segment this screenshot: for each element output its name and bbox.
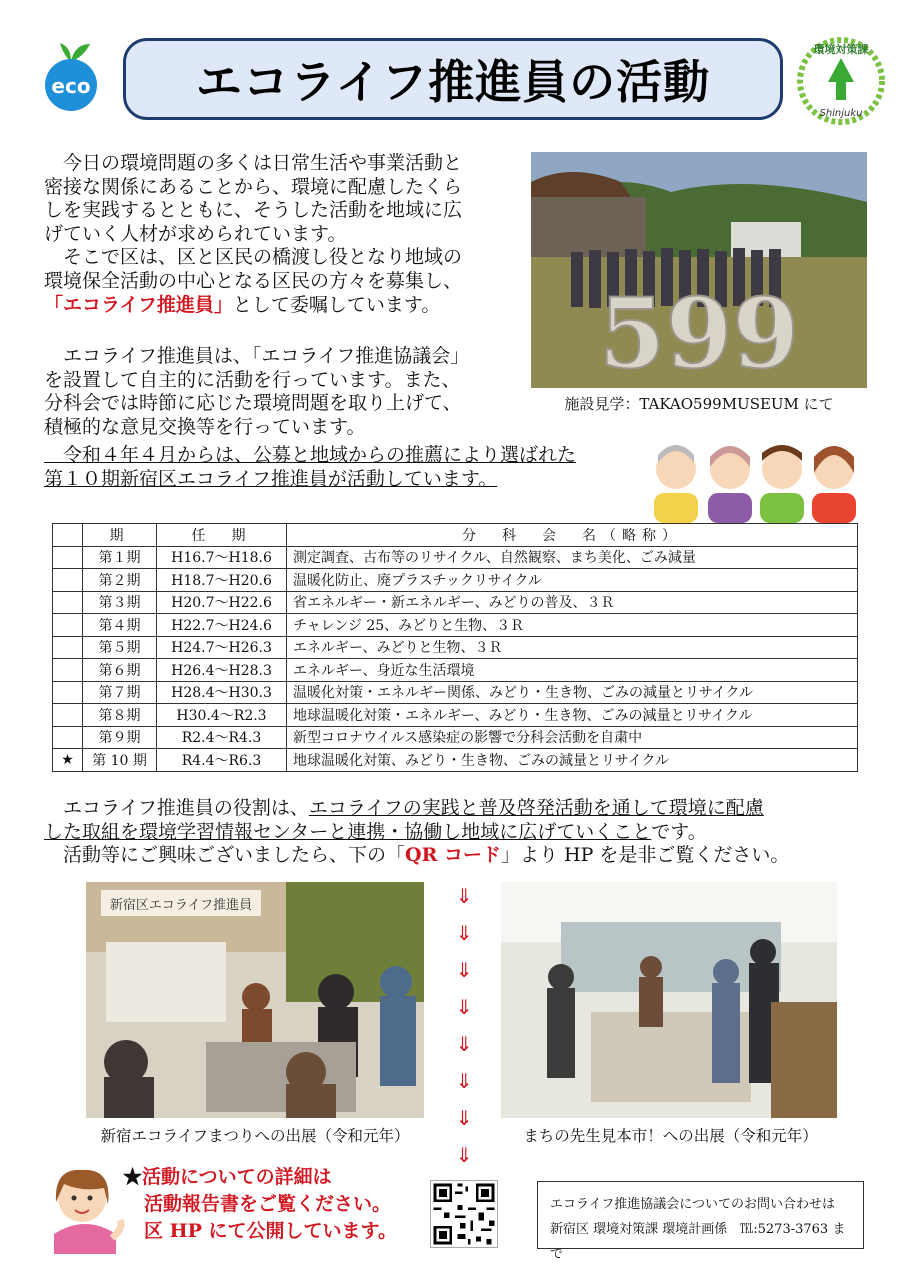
- ecolife-festival-photo: [86, 882, 424, 1118]
- arrow-down-icon: ⇓: [455, 921, 473, 945]
- museum-sign: 599: [598, 277, 800, 388]
- contact-line1: エコライフ推進協議会についてのお問い合わせは: [550, 1197, 835, 1212]
- arrow-down-icon: ⇓: [455, 958, 473, 982]
- arrow-down-icon: ⇓: [455, 1069, 473, 1093]
- festival-caption: 新宿エコライフまつりへの出展（令和元年）: [100, 1127, 410, 1145]
- highlight-ecolife: 「エコライフ推進員」: [44, 293, 233, 316]
- arrow-column: [452, 884, 476, 1180]
- current-star-mark: ★: [53, 749, 83, 772]
- contact-box: [537, 1181, 864, 1262]
- fair-caption: まちの先生見本市！への出展（令和元年）: [523, 1127, 818, 1145]
- arrow-down-icon: ⇓: [455, 1032, 473, 1056]
- arrow-down-icon: ⇓: [455, 1106, 473, 1130]
- table-row: 第７期 H28.4〜H30.3 温暖化対策・エネルギー関係、みどり・生き物、ごみの減量とリサイクル: [53, 681, 858, 704]
- title-banner: [123, 38, 783, 120]
- qr-code[interactable]: [430, 1180, 498, 1248]
- table-row: 第１期 H16.7〜H18.6 測定調査、古布等のリサイクル、自然観察、まち美化、ごみ減量: [53, 546, 858, 569]
- table-row: 第８期 H30.4〜R2.3 地球温暖化対策・エネルギー、みどり・生き物、ごみの減量とリサイクル: [53, 704, 858, 727]
- eco-logo-text: eco: [51, 74, 91, 98]
- arrow-down-icon: ⇓: [455, 884, 473, 908]
- contact-line2: 新宿区 環境対策課 環境計画係 ℡:5273-3763 まで: [550, 1222, 846, 1262]
- header-mark: [53, 524, 83, 547]
- dept-logo-text: 環境対策課: [813, 43, 869, 56]
- people-illustration: [650, 435, 860, 523]
- page-title: エコライフ推進員の活動: [195, 55, 711, 109]
- eco-logo: [38, 40, 104, 112]
- role-paragraph: エコライフ推進員の役割は、エコライフの実践と普及啓発活動を通して環境に配慮 した取組を環境学習情報センターと連携・協働し地域に広げていくことです。 活動等にご興味ございましたら、下の「QR コード」より HP を是非ご覧ください。: [44, 797, 790, 867]
- table-row: 第９期 R2.4〜R4.3 新型コロナウイルス感染症の影響で分科会活動を自粛中: [53, 726, 858, 749]
- dept-logo-sub: Shinjuku: [819, 108, 863, 119]
- table-header-row: [53, 524, 858, 547]
- festival-banner: 新宿区エコライフ推進員: [109, 898, 253, 913]
- current-paragraph: 令和４年４月からは、公募と地域からの推薦により選ばれた 第１０期新宿区エコライフ推進員が活動しています。: [44, 444, 577, 490]
- museum-photo: [531, 152, 867, 388]
- table-row: 第４期 H22.7〜H24.6 チャレンジ 25、みどりと生物、３Ｒ: [53, 614, 858, 637]
- teacher-fair-photo: [501, 882, 837, 1118]
- arrow-down-icon: ⇓: [455, 995, 473, 1019]
- header-period: 期: [83, 524, 157, 547]
- dept-logo: [796, 36, 886, 126]
- table-row: 第３期 H20.7〜H22.6 省エネルギー・新エネルギー、みどりの普及、３Ｒ: [53, 591, 858, 614]
- details-note: ★活動についての詳細は 活動報告書をご覧ください。 区 HP にて公開しています。: [123, 1166, 397, 1242]
- intro-paragraph: 今日の環境問題の多くは日常生活や事業活動と 密接な関係にあることから、環境に配慮したくら しを実践するとともに、そうした活動を地域に広 げていく人材が求められています。 そこで区は、区と区民の橋渡し役となり地域の 環境保全活動の中心となる区民の方々を募集し、 「エコライフ推進員」として委嘱しています。: [44, 152, 463, 316]
- table-row: 第２期 H18.7〜H20.6 温暖化防止、廃プラスチックリサイクル: [53, 569, 858, 592]
- table-row: 第５期 H24.7〜H26.3 エネルギー、みどりと生物、３Ｒ: [53, 636, 858, 659]
- table-row-current: ★ 第 10 期 R4.4〜R6.3 地球温暖化対策、みどり・生き物、ごみの減量とリサイクル: [53, 749, 858, 772]
- arrow-down-icon: ⇓: [455, 1143, 473, 1167]
- header-subcommittee: 分 科 会 名（略称）: [287, 524, 858, 547]
- guide-woman-illustration: [44, 1158, 126, 1254]
- qr-code-highlight: QR コード: [405, 844, 501, 867]
- periods-table: [52, 523, 858, 772]
- museum-caption: 施設見学：TAKAO599MUSEUM にて: [564, 395, 834, 413]
- header-term: 任 期: [157, 524, 287, 547]
- council-paragraph: エコライフ推進員は、「エコライフ推進協議会」 を設置して自主的に活動を行っています。また、 分科会では時節に応じた環境問題を取り上げて、 積極的な意見交換等を行っています。: [44, 345, 470, 438]
- star-icon: ★: [123, 1166, 143, 1188]
- table-row: 第６期 H26.4〜H28.3 エネルギー、身近な生活環境: [53, 659, 858, 682]
